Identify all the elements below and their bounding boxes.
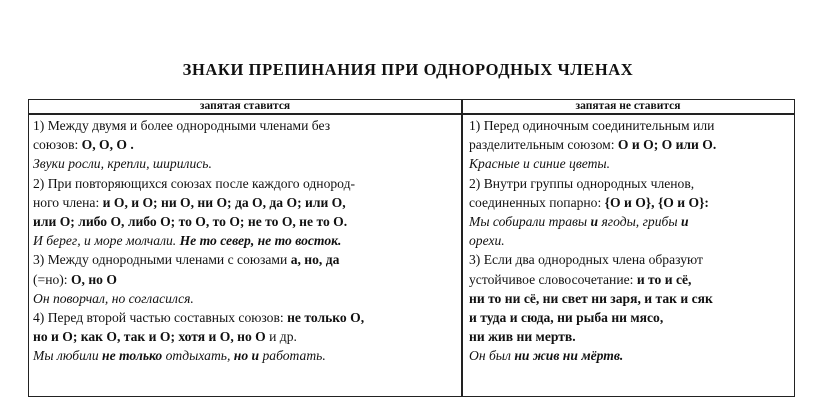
rule-line — [469, 270, 791, 289]
example-line — [469, 154, 791, 173]
header-divider — [29, 113, 794, 115]
rule-line — [33, 270, 457, 289]
text-fragment: 1) Между двумя и более однородными членами без — [33, 118, 331, 133]
text-fragment: разделительным союзом: — [469, 137, 618, 153]
example-line — [33, 346, 457, 365]
column-header-comma-not-used: запятая не ставится — [575, 100, 681, 112]
column-header-comma-used: запятая ставится — [199, 100, 291, 112]
text-fragment: Мы собирали травы — [469, 213, 591, 229]
text-fragment: Мы любили — [33, 348, 103, 364]
bold-fragment: но и О; как О, так и О; хотя и О, но О — [33, 329, 266, 345]
text-fragment: работать. — [259, 348, 326, 364]
rule-line — [469, 135, 791, 154]
rule-line — [469, 308, 791, 327]
text-fragment: ягоды, грибы — [598, 213, 681, 229]
bold-fragment: О и О; О или О. — [617, 137, 717, 153]
rule-line — [469, 250, 791, 269]
bold-fragment: ни жив ни мёртв. — [514, 348, 624, 364]
bold-fragment: и — [680, 213, 689, 229]
example-line — [469, 346, 791, 365]
rule-line — [33, 135, 457, 154]
example-line — [33, 154, 457, 173]
column-divider — [461, 100, 463, 396]
text-fragment: (=но): — [33, 271, 71, 287]
bold-fragment: не только — [102, 348, 163, 364]
text-fragment: и др. — [265, 329, 297, 345]
bold-fragment: и О, и О; ни О, ни О; да О, да О; или О, — [102, 194, 346, 210]
rule-line — [33, 308, 457, 327]
rule-line — [33, 212, 457, 231]
column-comma-not-used — [469, 116, 791, 365]
rule-line — [469, 193, 791, 212]
rule-line — [33, 250, 457, 269]
text-fragment: союзов: — [33, 137, 82, 153]
example-line — [33, 289, 457, 308]
rule-line — [33, 116, 457, 135]
bold-fragment: ни то ни сё, ни свет ни заря, и так и сяк — [469, 290, 713, 306]
text-fragment: Звуки росли, крепли, ширились. — [33, 156, 212, 172]
rule-line — [33, 327, 457, 346]
rule-line — [33, 193, 457, 212]
bold-fragment: и то и сё, — [636, 271, 692, 287]
bold-fragment: а, но, да — [290, 252, 340, 268]
text-fragment: ного члена: — [33, 194, 103, 210]
text-fragment: Он поворчал, но согласился. — [33, 290, 194, 306]
text-fragment: 1) Перед одиночным соединительным или — [469, 118, 715, 133]
page-title: ЗНАКИ ПРЕПИНАНИЯ ПРИ ОДНОРОДНЫХ ЧЛЕНАХ — [182, 60, 634, 79]
text-fragment: 2) При повторяющихся союзах после каждого однород- — [33, 175, 356, 191]
bold-fragment: и — [590, 213, 599, 229]
text-fragment: отдыхать, — [162, 348, 234, 364]
bold-fragment: О, О, О . — [81, 137, 134, 153]
example-line — [469, 212, 791, 231]
bold-fragment: не только О, — [287, 309, 365, 325]
text-fragment: 3) Между однородными членами с союзами — [33, 252, 291, 268]
text-fragment: Красные и синие цветы. — [469, 156, 611, 172]
text-fragment: Он был — [469, 348, 515, 364]
column-comma-used — [33, 116, 457, 365]
rules-table — [28, 99, 795, 397]
text-fragment: орехи. — [469, 233, 505, 249]
text-fragment: 4) Перед второй частью составных союзов: — [33, 309, 288, 325]
rule-line — [469, 116, 791, 135]
rule-line — [469, 174, 791, 193]
rule-line — [469, 327, 791, 346]
bold-fragment: {О и О}, {О и О}: — [604, 194, 709, 210]
bold-fragment: и туда и сюда, ни рыба ни мясо, — [469, 309, 664, 325]
text-fragment: 3) Если два однородных члена образуют — [469, 252, 703, 268]
bold-fragment: или О; либо О, либо О; то О, то О; не то О, не то О. — [33, 213, 348, 229]
rule-line — [33, 174, 457, 193]
bold-fragment: но и — [233, 348, 260, 364]
bold-fragment: ни жив ни мертв. — [469, 329, 576, 345]
text-fragment: 2) Внутри группы однородных членов, — [469, 175, 695, 191]
example-line — [469, 231, 791, 250]
text-fragment: соединенных попарно: — [469, 194, 605, 210]
text-fragment: И берег, и море молчали. — [33, 233, 180, 249]
text-fragment: устойчивое словосочетание: — [469, 271, 637, 287]
bold-fragment: Не то север, не то восток. — [179, 233, 342, 249]
example-line — [33, 231, 457, 250]
rule-line — [469, 289, 791, 308]
bold-fragment: О, но О — [70, 271, 117, 287]
